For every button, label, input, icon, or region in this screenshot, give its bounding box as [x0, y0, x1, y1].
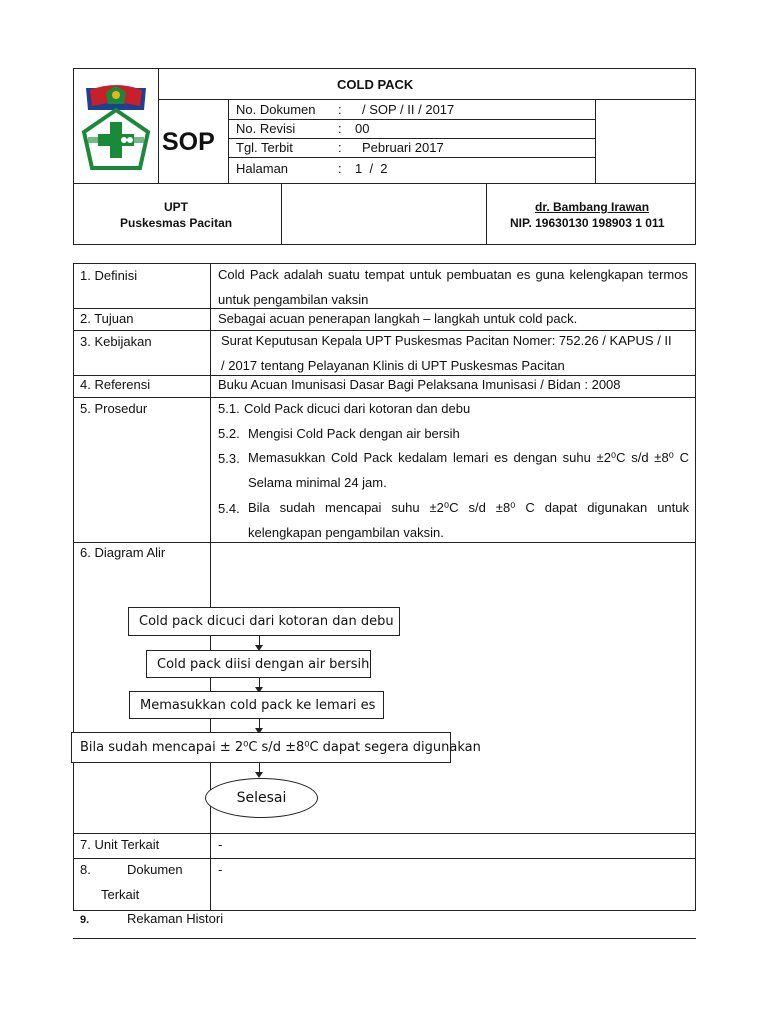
flow-box-2: Cold pack diisi dengan air bersih — [146, 650, 371, 678]
row-text-kebijakan: Surat Keputusan Kepala UPT Puskesmas Pacitan Nomer: 752.26 / KAPUS / II / 2017 tentang Pelayanan Klinis di UPT Puskesmas Pacitan — [221, 333, 672, 373]
row-text-definisi: Cold Pack adalah suatu tempat untuk pembuatan es guna kelengkapan termos untuk pengambilan vaksin — [218, 267, 688, 307]
row-label-rekaman-num: 9. — [80, 914, 90, 926]
row-label-diagram: 6. Diagram Alir — [80, 545, 166, 560]
flow-box-4: Bila sudah mencapai ± 2⁰C s/d ±8⁰C dapat segera digunakan — [71, 732, 451, 763]
row-label-dokumen-a: Dokumen — [127, 862, 183, 877]
row-label-dokumen-num: 8. — [80, 862, 91, 877]
sop-label: SOP — [162, 128, 215, 156]
row-label-tujuan: 2. Tujuan — [80, 311, 134, 326]
flow-end-terminal — [205, 778, 318, 818]
document-title: COLD PACK — [337, 77, 414, 92]
row-label-prosedur: 5. Prosedur — [80, 401, 148, 416]
row-text-tujuan: Sebagai acuan penerapan langkah – langkah untuk cold pack. — [218, 311, 578, 326]
flow-box-1: Cold pack dicuci dari kotoran dan debu — [128, 607, 400, 636]
row-label-dokumen-b: Terkait — [101, 887, 140, 902]
row-label-rekaman: Rekaman Histori — [127, 911, 224, 926]
row-value-unit: - — [218, 837, 223, 852]
org-line-2: Puskesmas Pacitan — [120, 216, 233, 230]
row-text-referensi: Buku Acuan Imunisasi Dasar Bagi Pelaksana Imunisasi / Bidan : 2008 — [218, 377, 621, 392]
row-label-referensi: 4. Referensi — [80, 377, 151, 392]
signer-nip: NIP. 19630130 198903 1 011 — [510, 216, 665, 230]
row-label-unit: 7. Unit Terkait — [80, 837, 160, 852]
row-label-kebijakan: 3. Kebijakan — [80, 334, 152, 349]
row-value-dokumen: - — [218, 862, 223, 877]
org-line-1: UPT — [164, 200, 188, 214]
flow-end-label: Selesai — [236, 790, 287, 806]
logo — [76, 82, 156, 182]
flow-box-3: Memasukkan cold pack ke lemari es — [129, 691, 384, 719]
row-label-definisi: 1. Definisi — [80, 268, 138, 283]
signer-name: dr. Bambang Irawan — [535, 200, 650, 214]
